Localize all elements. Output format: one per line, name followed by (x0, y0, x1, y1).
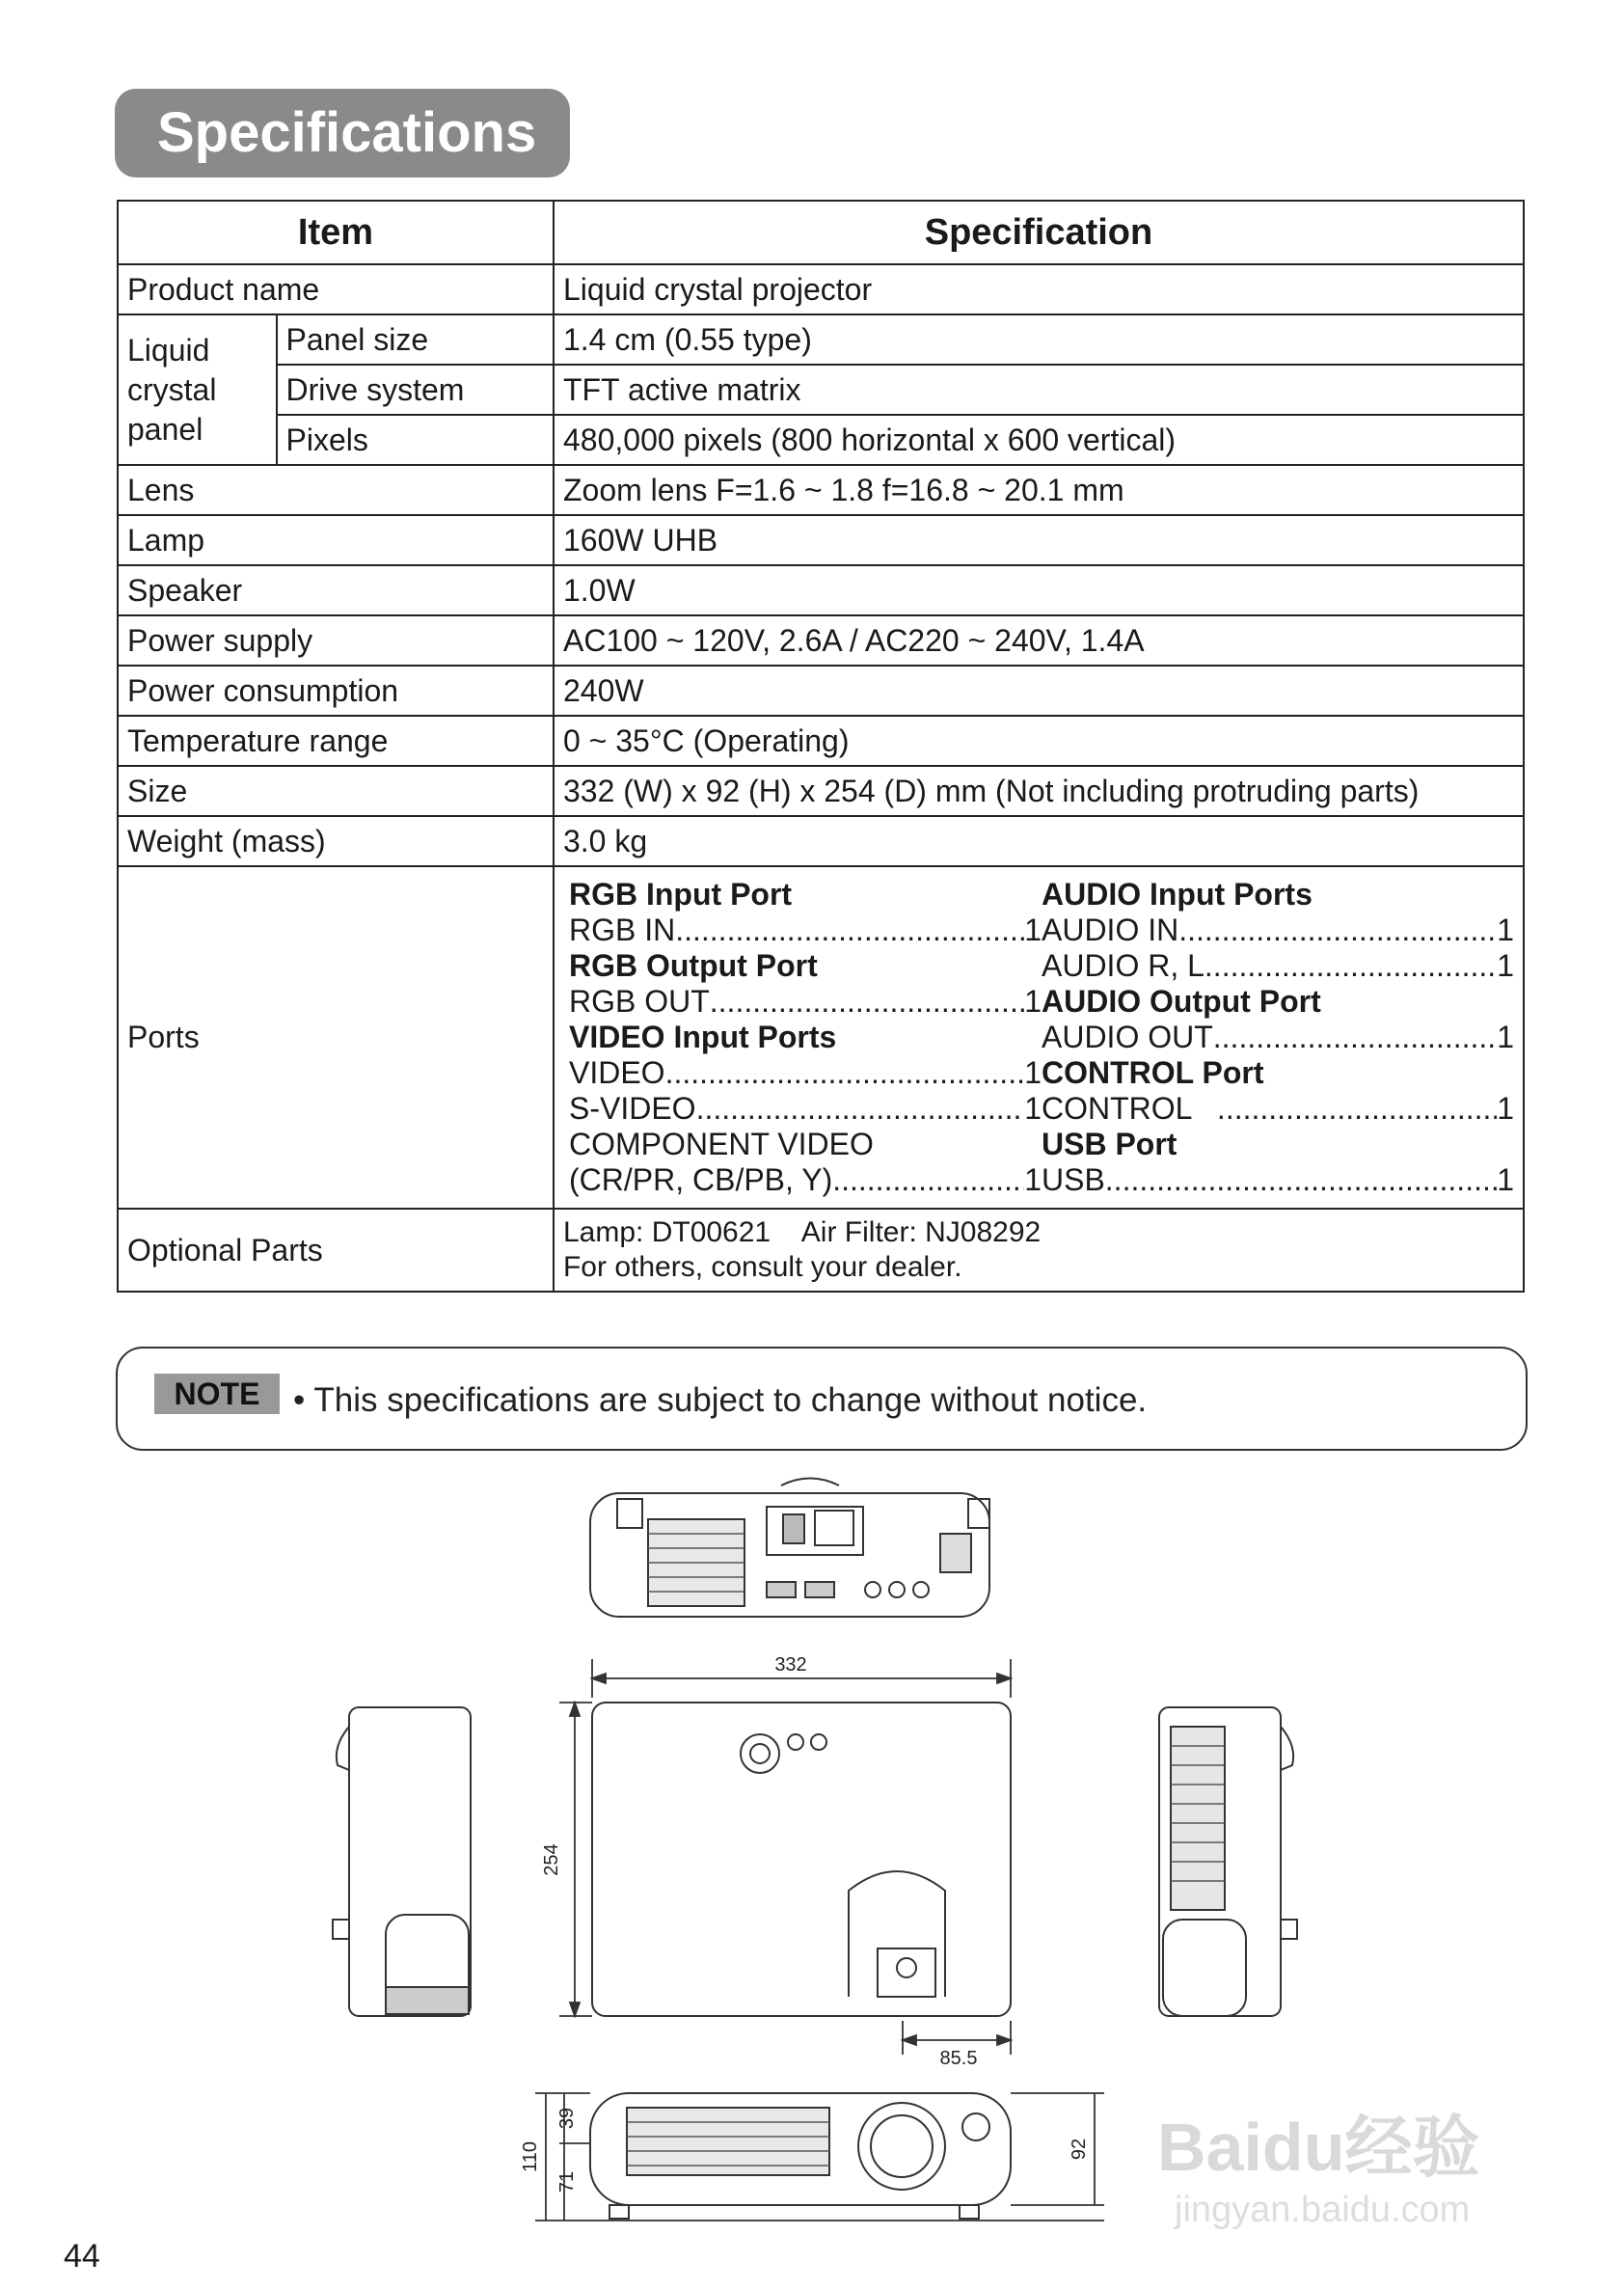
port-line: AUDIO R, L. ..... 1 (1042, 948, 1514, 984)
row-item: Drive system (277, 365, 554, 415)
port-heading: CONTROL Port (1041, 1055, 1264, 1090)
row-item: Power consumption (118, 666, 554, 716)
row-value: 3.0 kg (554, 816, 1524, 866)
port-heading: RGB Input Port (568, 877, 793, 912)
row-item: Ports (118, 866, 554, 1209)
projector-rear-view (590, 1479, 989, 1618)
row-item: Panel size (277, 314, 554, 365)
port-line: AUDIO OUT ..... 1 (1042, 1020, 1514, 1055)
port-line: (CR/PR, CB/PB, Y) ..... 1 (569, 1162, 1042, 1198)
watermark-logo: Baidu经验 (1157, 2110, 1480, 2185)
port-heading: RGB Output Port (568, 948, 818, 983)
page-title: Specifications (115, 89, 570, 177)
note-text: • This specifications are subject to change without notice. (293, 1381, 1148, 1419)
port-line: CONTROL ..... 1 (1042, 1091, 1514, 1127)
projector-right-side-view (1159, 1707, 1297, 2016)
row-item: Lamp (118, 515, 554, 565)
row-value: Zoom lens F=1.6 ~ 1.8 f=16.8 ~ 20.1 mm (554, 465, 1524, 515)
header-item: Item (118, 201, 554, 264)
row-item: Temperature range (118, 716, 554, 766)
row-value: Liquid crystal projector (554, 264, 1524, 314)
dimension-lens-offset-label: 85.5 (939, 2048, 978, 2069)
dimension-body-height-label: 92 (1069, 2138, 1090, 2161)
row-item: Weight (mass) (118, 816, 554, 866)
row-item: Size (118, 766, 554, 816)
lcd-group-label: Liquid crystal panel (118, 314, 277, 465)
port-line: USB ..... 1 (1042, 1162, 1514, 1198)
row-value: 332 (W) x 92 (H) x 254 (D) mm (Not including protruding parts) (554, 766, 1524, 816)
projector-front-view (590, 2093, 1011, 2219)
port-heading: AUDIO Input Ports (1041, 877, 1313, 912)
port-heading: VIDEO Input Ports (568, 1020, 837, 1054)
row-value: 1.4 cm (0.55 type) (554, 314, 1524, 365)
row-value: Lamp: DT00621 Air Filter: NJ08292 For others, consult your dealer. (554, 1209, 1524, 1292)
row-item: Optional Parts (118, 1209, 554, 1292)
port-heading: USB Port (1041, 1127, 1177, 1161)
watermark-url: jingyan.baidu.com (1175, 2190, 1471, 2230)
dimension-lower-height-label: 71 (556, 2170, 578, 2194)
row-item: Lens (118, 465, 554, 515)
row-item: Product name (118, 264, 554, 314)
port-line: S-VIDEO ..... 1 (569, 1091, 1042, 1127)
port-line: COMPONENT VIDEO (568, 1127, 874, 1161)
dimension-upper-height-label: 39 (556, 2107, 578, 2130)
port-line: RGB OUT ..... 1 (569, 984, 1042, 1020)
port-heading: AUDIO Output Port (1041, 984, 1321, 1019)
row-value: 0 ~ 35°C (Operating) (554, 716, 1524, 766)
port-line: AUDIO IN ..... 1 (1042, 913, 1514, 948)
row-value: 240W (554, 666, 1524, 716)
row-item: Pixels (277, 415, 554, 465)
dimension-total-height-label: 110 (520, 2141, 541, 2172)
port-line: RGB IN ..... 1 (569, 913, 1042, 948)
port-line: VIDEO ..... 1 (569, 1055, 1042, 1091)
row-value: TFT active matrix (554, 365, 1524, 415)
projector-top-view (592, 1703, 1011, 2016)
dimension-depth-label: 254 (541, 1843, 562, 1876)
dimension-lines (559, 1659, 1011, 2055)
row-value: 480,000 pixels (800 horizontal x 600 vertical) (554, 415, 1524, 465)
row-item: Speaker (118, 565, 554, 615)
dimension-width-label: 332 (774, 1654, 807, 1676)
note-tag: NOTE (154, 1374, 280, 1414)
row-value: AC100 ~ 120V, 2.6A / AC220 ~ 240V, 1.4A (554, 615, 1524, 666)
projector-left-side-view (333, 1707, 471, 2016)
row-item: Power supply (118, 615, 554, 666)
page-number: 44 (64, 2238, 100, 2275)
row-value: 160W UHB (554, 515, 1524, 565)
header-specification: Specification (554, 201, 1524, 264)
row-value: 1.0W (554, 565, 1524, 615)
